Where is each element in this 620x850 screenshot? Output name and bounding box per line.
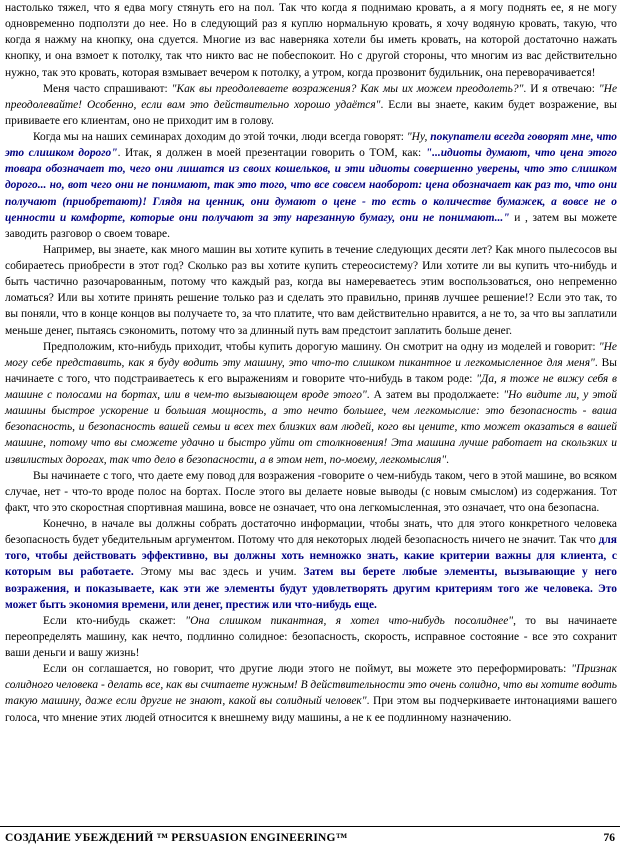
- italic-quote: "Ну,: [406, 131, 431, 143]
- text-run: .: [446, 453, 450, 466]
- text-run: . Если вы знаете, каким будет возражение, вы прививаете его клиентам, оно не приходит им в голову.: [5, 98, 617, 127]
- paragraph: [5, 613, 617, 661]
- paragraph: [5, 661, 617, 726]
- italic-quote: "Не могу себе представить, как я буду водить эту машину, это что-то слишком пикантное и легкомысленное для меня": [5, 340, 617, 369]
- text-run: Конечно, в начале вы должны собрать достаточно информации, чтобы знать, что для этого конкретного человека безопасность будет убедительным аргументом. Потому что для некоторых людей безопасность ничего не значит. Так что: [5, 518, 617, 547]
- paragraph: [5, 129, 617, 242]
- text-run: . И я отвечаю:: [523, 82, 599, 95]
- text-run: . А затем вы продолжаете:: [366, 389, 504, 401]
- emphasis-text: Затем вы берете любые элементы, вызывающие у него возражения, и показываете, как эти же элементы будут удовлетворять другим критериям того же человека. Это может быть экономия времени, или денег, престиж или что-нибудь еще.: [5, 566, 617, 611]
- italic-quote: "Но видите ли, у этой машины быстрое ускорение и большая мощность, а это нечто большее, чем легкомыслие: это безопасность - ваша безопасность, и безопасность вашей семьи и всех тех близких вам людей, кого вы цените, кто может оказаться в вашей машине, потому что вы сможете удачно и быстро уйти от столкновения! Эта машина лучше работает на скользких и извилистых дорогах, так что дело в безопасности, а в этом нет, по-моему, легкомыслия": [5, 389, 617, 466]
- text-run: , то вы начинаете переопределять машину, как нечто, подлинно солидное: безопасность, скорость, исправное состояние - все это сохранит ваши деньги и вашу жизнь!: [5, 614, 617, 659]
- text-run: Когда мы на наших семинарах доходим до этой точки, люди всегда говорят:: [33, 131, 407, 143]
- paragraph: [5, 516, 617, 613]
- emphasis-text: для того, чтобы действовать эффективно, вы должны хоть немножко знать, какие критерии важны для клиента, с которым вы работаете.: [5, 534, 617, 579]
- text-run: Если кто-нибудь скажет:: [43, 614, 186, 627]
- italic-quote: "Признак солидного человека - делать все, как вы считаете нужным! В действительности это очень солидно, что вы хотите водить такую машину, даже если другие не знают, какой вы солидный человек": [5, 663, 617, 708]
- text-run: Предположим, кто-нибудь приходит, чтобы купить дорогую машину. Он смотрит на одну из моделей и говорит:: [43, 340, 599, 353]
- page-number: 76: [603, 832, 615, 844]
- emphasis-text: покупатели всегда говорят мне, что это слишком дорого": [5, 131, 617, 160]
- text-run: настолько тяжел, что я едва могу стянуть его на пол. Так что когда я поднимаю кровать, а я могу поднять ее, я не могу одновременно подползти до нее. Но в следующий раз я куплю нормальную кровать, я хочу водяную кровать, такую, что когда я нажму на кнопку, она сдуется. Многие из вас наверняка хотели бы иметь кровать, на которой достаточно нажать кнопку, и она взмоет к потолку, так что никто вас не побеспокоит. Но с другой стороны, что многим из вас действительно нужно, так это кровать, которая взмывает вечером к потолку, а утром, когда прозвонит будильник, она переворачивается!: [5, 2, 617, 79]
- text-run: Вы начинаете с того, что даете ему повод для возражения -говорите о чем-нибудь таком, чего в этой машине, во всяком случае, нет - что-то вроде полос на бортах. После этого вы делаете новые выводы (с новым смыслом) из содержания. Тот факт, что это скоростная спортивная машина, вовсе не означает, что она легкомысленная, это означает, что она безопасна.: [5, 469, 617, 514]
- emphasis-text: "...идиоты думают, что цена этого товара обозначает то, чего они лишатся из своих кошельков, и эти идиоты совершенно уверены, что это слишком дорого... но, вот чего они не понимают, так это того, что все совсем наоборот: цена обозначает как раз то, что они получают (приобретают)! Глядя на ценник, они думают о цене - то есть о количестве бумажек, а вовсе не о ценности и комфорте, которые они получают за эту нарезанную бумагу, они не понимают...": [5, 147, 617, 224]
- footer-title: СОЗДАНИЕ УБЕЖДЕНИЙ ™ PERSUASION ENGINEERING™: [5, 832, 348, 844]
- italic-quote: "Не преодолевайте! Особенно, если вам это действительно хорошо удаётся": [5, 82, 618, 111]
- paragraph: [5, 0, 617, 81]
- text-run: Если он соглашается, но говорит, что другие люди этого не поймут, вы можете это переформировать:: [43, 663, 572, 676]
- text-run: Например, вы знаете, как много машин вы хотите купить в течение следующих десяти лет? Как много пылесосов вы собираетесь приобрести в этот год? Сколько раз вы хотите купить стереосистему? Или хотите ли вы купить что-нибудь и быть частично разочарованным, потому что каждый раз, когда вы намереваетесь этим воспользоваться, оно непременно ломаться? Или вы хотите принять решение только раз и сделать это правильно, приняв лучшее решение!? Если это так, то вы поняли, что в конце концов вы получаете то, за что платите, что вам действительно нравится, а не то, за что вы заплатили меньше денег, пытаясь сэкономить, потому что за длинный путь вам предстоит заплатить больше денег.: [5, 243, 617, 337]
- paragraph: [5, 339, 617, 468]
- text-run: . Вы начинаете с того, что подстраиваетесь к его выражениям и говорите что-нибудь в таком роде:: [5, 356, 617, 385]
- text-run: . При этом вы подчеркиваете интонациями вашего голоса, что мнение этих людей относится к внешнему виду машины, а не к ее подлинному назначению.: [5, 695, 617, 724]
- italic-quote: "Она слишком пикантная, я хотел что-нибудь посолиднее": [185, 614, 514, 627]
- footer-rule: [0, 826, 620, 827]
- italic-quote: "Как вы преодолеваете возражения? Как мы их можем преодолеть?": [171, 82, 524, 95]
- paragraph: [5, 468, 617, 516]
- text-run: Этому мы вас здесь и учим.: [133, 566, 304, 579]
- text-run: . Итак, я должен в моей презентации говорить о ТОМ, как:: [117, 147, 426, 160]
- body-text: [5, 0, 617, 726]
- text-run: Меня часто спрашивают:: [43, 82, 172, 95]
- paragraph: [5, 81, 617, 129]
- paragraph: [5, 242, 617, 339]
- text-run: и , затем вы можете заводить разговор о своем товаре.: [5, 211, 617, 240]
- italic-quote: "Да, я тоже не вижу себя в машине с полосами на бортах, или в чем-то вызывающем вроде этого": [5, 372, 617, 401]
